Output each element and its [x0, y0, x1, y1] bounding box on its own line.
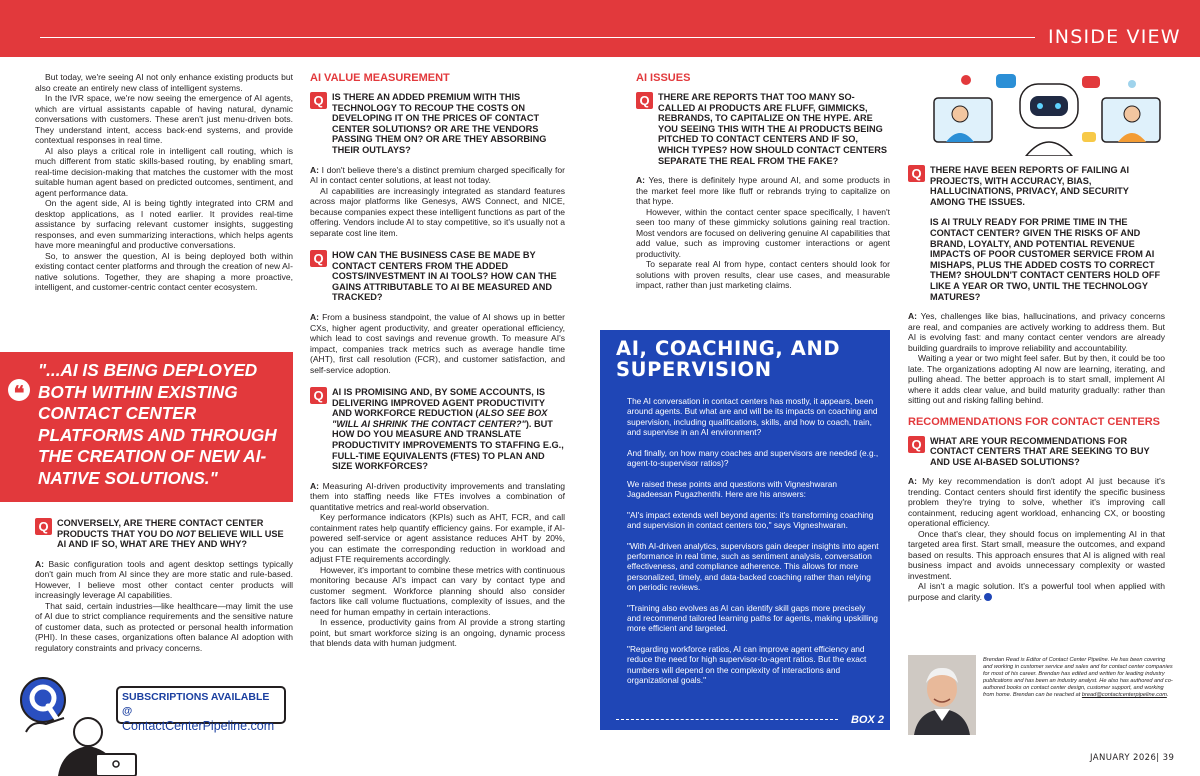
author-photo [908, 655, 976, 735]
box-title: AI, COACHING, AND SUPERVISION [616, 337, 841, 381]
subscription-link[interactable]: ContactCenterPipeline.com [122, 719, 275, 733]
box-paragraph: We raised these points and questions with Vigneshwaran Jagadeesan Pugazhenthi. Here are his answers: [627, 478, 838, 499]
box-paragraph: "AI's impact extends well beyond agents: it's transforming coaching and supervision in contact centers too," says Vigneshwaran. [627, 509, 874, 530]
paragraph: AI isn't a magic solution. It's a powerful tool when applied with purpose and clarity. [908, 581, 1165, 602]
subscription-box[interactable] [116, 686, 286, 733]
paragraph: However, within the contact center space specifically, I haven't seen too many of these gimmicky solutions gaining real traction. Most vendors are focused on delivering genuine AI capabilities that add value, such as improving customer interactions or agent productivity. [636, 206, 890, 259]
paragraph: In the IVR space, we're now seeing the emergence of AI agents, which are virtual assistants capable of having natural, dynamic conversations with customers. These aren't just menu-driven bots. They understand intent, access back-end systems, and provide contextual responses in real time. [35, 93, 293, 145]
page-number: 39 [1162, 753, 1175, 763]
box-tag: BOX 2 [850, 714, 884, 726]
paragraph: On the agent side, AI is being tightly integrated into CRM and desktop applications, as I noted earlier. It provides real-time assistance by surfacing relevant customer insights, suggesting responses, and even summarizing interactions, which helps agents have more meaningful and productive conversations. [35, 198, 293, 250]
header-rule [40, 37, 1035, 38]
page-footer: JANUARY 2026| 39 [1090, 753, 1175, 763]
paragraph: In essence, productivity gains from AI provide a strong starting point, but smart workforce sizing is an ongoing, dynamic process that blends data with human judgment. [310, 617, 565, 649]
column-3 [636, 72, 890, 291]
question-text: HOW CAN THE BUSINESS CASE BE MADE BY CONTACT CENTERS FROM THE ADDED COSTS/INVESTMENT IN AI TOOLS? HOW CAN THE GAINS ATTRIBUTABLE TO AI BE MEASURED AND TRACKED? [332, 250, 557, 303]
column-2 [310, 72, 565, 649]
paragraph: To separate real AI from hype, contact centers should look for solutions with proven results, clear use cases, and measurable impact, rather than just marketing claims. [636, 259, 890, 291]
question-block [310, 387, 565, 472]
box-dashed-rule [616, 719, 838, 720]
bio-text: Brendan Read is Editor of Contact Center Pipeline. He has been covering and working in customer service and sales and for contact center companies for most of his career. Brendan has edited and written for leading industry publications and has been an industry analyst. He also has authored and co-authored books on contact center design, customer support, and working from home. Brendan can be reached at bread@contactcenterpipeline.com. [983, 657, 1173, 698]
q-icon: Q [35, 518, 52, 535]
paragraph: However, it's important to combine these metrics with continuous monitoring because AI's impact can vary by contact type and customer segment. Workforce planning should also consider factors like call volume fluctuations, complexity of issues, and the need for human empathy in certain interactions. [310, 564, 565, 617]
paragraph: Key performance indicators (KPIs) such as AHT, FCR, and call containment rates help quantify efficiency gains. For example, if AI-powered self-service or agent assistance reduces AHT by 20%, you can estimate the corresponding reduction in workload and adjust FTE requirements accordingly. [310, 512, 565, 565]
author-bio [908, 655, 1178, 737]
paragraph: AI capabilities are increasingly integrated as standard features across major platforms like Genesys, AWS Connect, and NICE, because companies expect these intelligent functions as part of the offering. Vendors include AI to stay competitive, so it's usually not a separate cost line item. [310, 185, 565, 238]
question-block [908, 165, 1165, 302]
author-email-link[interactable]: bread@contactcenterpipeline.com [1081, 692, 1167, 698]
issue-date: JANUARY 2026 [1090, 753, 1157, 763]
section-heading: AI VALUE MEASUREMENT [310, 72, 450, 84]
paragraph: That said, certain industries—like healthcare—may limit the use of AI due to strict compliance requirements and the sensitive nature of customer data, such as protected or personal health information (PHI). In these cases, organizations often balance AI adoption with regulatory constraints and privacy concerns. [35, 600, 293, 653]
paragraph: Once that's clear, they should focus on implementing AI in that targeted area first. Start small, measure the outcomes, and expand based on results. This approach ensures that AI is aligned with real business impact and avoids unnecessary complexity or wasted investment. [908, 528, 1165, 581]
q-icon: Q [310, 387, 327, 404]
column-4 [908, 165, 1165, 602]
question-text: IS THERE AN ADDED PREMIUM WITH THIS TECHNOLOGY TO RECOUP THE COSTS ON DEVELOPING IT ON THE PRICES OF CONTACT CENTER SOLUTIONS? OR ARE THE VENDORS PASSING THEM ON? OR ARE THEY ABSORBING THEIR OUTLAYS? [332, 92, 547, 155]
subscription-promo[interactable] [18, 670, 288, 776]
answer-paragraph: A: Measuring AI-driven productivity improvements and translating them into staffing needs like FTEs involves a combination of quantitative metrics and real-world observation. [310, 480, 565, 512]
box-paragraph: And finally, on how many coaches and supervisors are needed (e.g., agent-to-supervisor ratios)? [627, 447, 879, 469]
q-icon: Q [310, 250, 327, 267]
answer-paragraph: A: From a business standpoint, the value of AI shows up in better CXs, higher agent productivity, and greater operational efficiency, which lead to cost savings and revenue growth. To measure AI's impact, companies track metrics such as average handle time (AHT), first call resolution (FCR), and customer satisfaction, and self-service adoption. [310, 312, 565, 375]
question-text: THERE HAVE BEEN REPORTS OF FAILING AI PROJECTS, WITH ACCURACY, BIAS, HALLUCINATIONS, PRIVACY, AND SECURITY AMONG THE ISSUES. [930, 165, 1130, 207]
question-block [908, 436, 1165, 468]
question-text: THERE ARE REPORTS THAT TOO MANY SO-CALLED AI PRODUCTS ARE FLUFF, GIMMICKS, REBRANDS, TO CAPITALIZE ON THE HYPE. ARE YOU SEEING THIS WITH THE AI PRODUCTS BEING PITCHED TO CONTACT CENTERS AND IF SO, WHICH TYPES? HOW SHOULD CONTACT CENTERS SEPARATE THE REAL FROM THE FAKE? [658, 92, 888, 166]
question-text: CONVERSELY, ARE THERE CONTACT CENTER PRODUCTS THAT YOU DO NOT BELIEVE WILL USE AI AND IF SO, WHAT ARE THEY AND WHY? [57, 518, 284, 550]
paragraph: Waiting a year or two might feel safer. But by then, it could be too late. The organizations adopting AI now are learning, iterating, and pulling ahead. The better approach is to start small, implement AI where it adds clear value, and build maturity gradually: rather than sitting out and risking falling behind. [908, 353, 1165, 406]
box-paragraph: "Training also evolves as AI can identify skill gaps more precisely and recommend tailored learning paths for agents, making upskilling more efficient and targeted. [627, 602, 878, 634]
question-block [310, 250, 565, 303]
column-1 [35, 72, 293, 293]
box-paragraph: "Regarding workforce ratios, AI can improve agent efficiency and reduce the need for high supervisor-to-agent ratios. But the exact numbers will depend on the complexity of interactions and organizational goals." [627, 643, 867, 685]
box-paragraph: The AI conversation in contact centers has mostly, it appears, been around agents. But what are and will be its impacts on coaching and supervision, including qualifications, skills, and how to coach, train, and supervise in an AI environment? [627, 396, 878, 438]
q-icon: Q [310, 92, 327, 109]
header-banner [0, 0, 1200, 57]
answer-paragraph: A: I don't believe there's a distinct premium charged specifically for AI in contact center solutions, at least not today. [310, 164, 565, 186]
paragraph: So, to answer the question, AI is being deployed both within existing contact center platforms and through the creation of new AI-native solutions. Together, they are shaping a more proactive, intelligent, and customer-centric contact center ecosystem. [35, 250, 293, 292]
end-mark-icon [984, 593, 992, 601]
question-text: WHAT ARE YOUR RECOMMENDATIONS FOR CONTACT CENTERS THAT ARE SEEKING TO BUY AND USE AI-BASED SOLUTIONS? [930, 435, 1150, 467]
section-heading: AI ISSUES [636, 72, 691, 84]
quote-icon: ❝ [8, 379, 30, 401]
answer-paragraph: A: Yes, there is definitely hype around AI, and some products in the market feel more like fluff or rebrands trying to capitalize on that hype. [636, 175, 890, 207]
question-block [310, 92, 565, 156]
question-block [636, 92, 890, 166]
answer-paragraph: A: Basic configuration tools and agent desktop settings typically don't gain much from AI since they are more static and rule-based. However, I believe most other contact center products will increasingly leverage AI capabilities. [35, 558, 293, 601]
section-heading: RECOMMENDATIONS FOR CONTACT CENTERS [908, 415, 1160, 428]
section-title: INSIDE VIEW [1048, 26, 1181, 48]
box-paragraph: "With AI-driven analytics, supervisors gain deeper insights into agent performance in real time, such as sentiment analysis, conversation effectiveness, and compliance adherence. This allows for more personalized, timely, and data-backed coaching rather than relying on periodic reviews. [627, 540, 879, 592]
subscription-label: SUBSCRIPTIONS AVAILABLE @ [122, 691, 270, 717]
pull-quote [0, 352, 293, 502]
q-icon: Q [908, 436, 925, 453]
pull-quote-text: "...AI IS BEING DEPLOYED BOTH WITHIN EXISTING CONTACT CENTER PLATFORMS AND THROUGH THE CREATION OF NEW AI-NATIVE SOLUTIONS." [38, 360, 277, 488]
question-block [35, 518, 293, 550]
question-text: AI IS PROMISING AND, BY SOME ACCOUNTS, IS DELIVERING IMPROVED AGENT PRODUCTIVITY AND WORKFORCE REDUCTION (ALSO SEE BOX "WILL AI SHRINK THE CONTACT CENTER?"). BUT HOW DO YOU MEASURE AND TRANSLATE PRODUCTIVITY IMPROVEMENTS TO STAFFING E.G., FULL-TIME EQUIVALENTS (FTES) TO PLAN AND SIZE WORKFORCES? [332, 387, 564, 472]
q-icon: Q [908, 165, 925, 182]
box-body [627, 396, 879, 696]
sidebar-box-2 [600, 330, 890, 730]
paragraph: AI also plays a critical role in intelligent call routing, which is much different from static skills-based routing, by enabling smart, real-time decision-making that matches the customer with the most suitable human agent based on predicted outcomes, sentiment, and agent performance data. [35, 145, 293, 198]
paragraph: But today, we're seeing AI not only enhance existing products but also create an entirely new class of intelligent systems. [35, 72, 293, 93]
ai-chat-illustration-icon [926, 70, 1170, 156]
column-1-lower [35, 518, 293, 653]
q-icon: Q [636, 92, 653, 109]
answer-paragraph: A: My key recommendation is don't adopt AI just because it's trending. Contact centers should first identify the specific business problem they're trying to solve, whether it's improving call containment, reducing agent workload, enhancing CX, or boosting operational efficiency. [908, 476, 1165, 529]
answer-paragraph: A: Yes, challenges like bias, hallucinations, and privacy concerns are real, and companies are actively working to address them. But AI is evolving fast: and many contact center vendors are already building guardrails to improve reliability and accountability. [908, 311, 1165, 353]
question-text: IS AI TRULY READY FOR PRIME TIME IN THE CONTACT CENTER? GIVEN THE RISKS OF AND BRAND, LOYALTY, AND POTENTIAL REVENUE IMPACTS OF POOR CUSTOMER SERVICE FROM AI MISHAPS, PLUS THE ADDED COSTS TO CORRECT THEM? SHOULDN'T CONTACT CENTERS HOLD OFF LIKE A YEAR OR TWO, UNTIL THE TECHNOLOGY MATURES? [930, 217, 1161, 302]
